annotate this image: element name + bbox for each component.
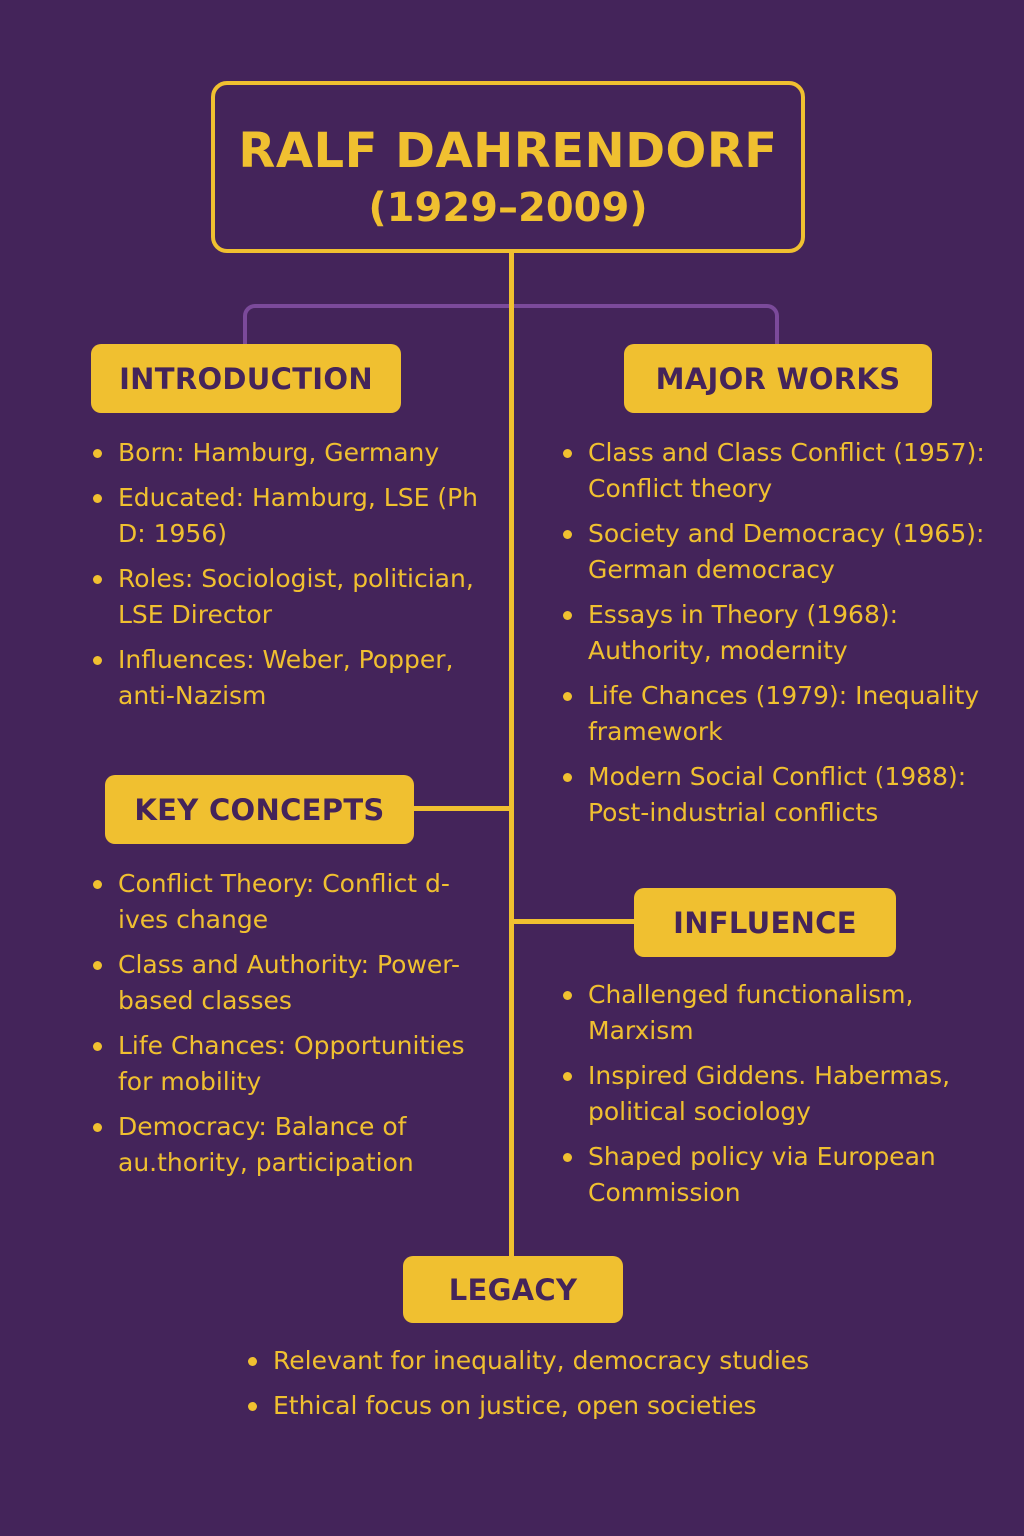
- introduction-list: [90, 435, 490, 723]
- legacy-heading: LEGACY: [403, 1256, 623, 1323]
- list-item: Conflict Theory: Conflict d-ives change: [90, 866, 490, 938]
- list-item: Life Chances (1979): Inequality framework: [560, 678, 1010, 750]
- key-concepts-connector: [412, 806, 512, 811]
- title-box: [211, 81, 805, 253]
- introduction-heading: INTRODUCTION: [91, 344, 401, 413]
- page-title: RALF DAHRENDORF: [238, 123, 778, 179]
- list-item: Roles: Sociologist, politician, LSE Director: [90, 561, 490, 633]
- title-years: (1929–2009): [368, 185, 648, 231]
- list-item: Modern Social Conflict (1988): Post-industrial conflicts: [560, 759, 1010, 831]
- list-item: Inspired Giddens. Habermas, political sociology: [560, 1058, 980, 1130]
- list-item: Relevant for inequality, democracy studies: [245, 1343, 865, 1379]
- influence-list: [560, 977, 980, 1220]
- key-concepts-list: [90, 866, 490, 1190]
- list-item: Challenged functionalism, Marxism: [560, 977, 980, 1049]
- list-item: Essays in Theory (1968): Authority, modernity: [560, 597, 1010, 669]
- major-works-heading: MAJOR WORKS: [624, 344, 932, 413]
- major-works-list: [560, 435, 1010, 840]
- list-item: Influences: Weber, Popper, anti-Nazism: [90, 642, 490, 714]
- list-item: Shaped policy via European Commission: [560, 1139, 980, 1211]
- list-item: Democracy: Balance of au.thority, participation: [90, 1109, 490, 1181]
- list-item: Society and Democracy (1965): German democracy: [560, 516, 1010, 588]
- main-vertical-connector: [509, 253, 514, 1258]
- legacy-list: [245, 1343, 865, 1433]
- influence-heading: INFLUENCE: [634, 888, 896, 957]
- list-item: Life Chances: Opportunities for mobility: [90, 1028, 490, 1100]
- list-item: Class and Class Conflict (1957): Conflict theory: [560, 435, 1010, 507]
- influence-connector: [512, 919, 636, 924]
- list-item: Ethical focus on justice, open societies: [245, 1388, 865, 1424]
- list-item: Educated: Hamburg, LSE (Ph D: 1956): [90, 480, 490, 552]
- list-item: Class and Authority: Power-based classes: [90, 947, 490, 1019]
- list-item: Born: Hamburg, Germany: [90, 435, 490, 471]
- key-concepts-heading: KEY CONCEPTS: [105, 775, 414, 844]
